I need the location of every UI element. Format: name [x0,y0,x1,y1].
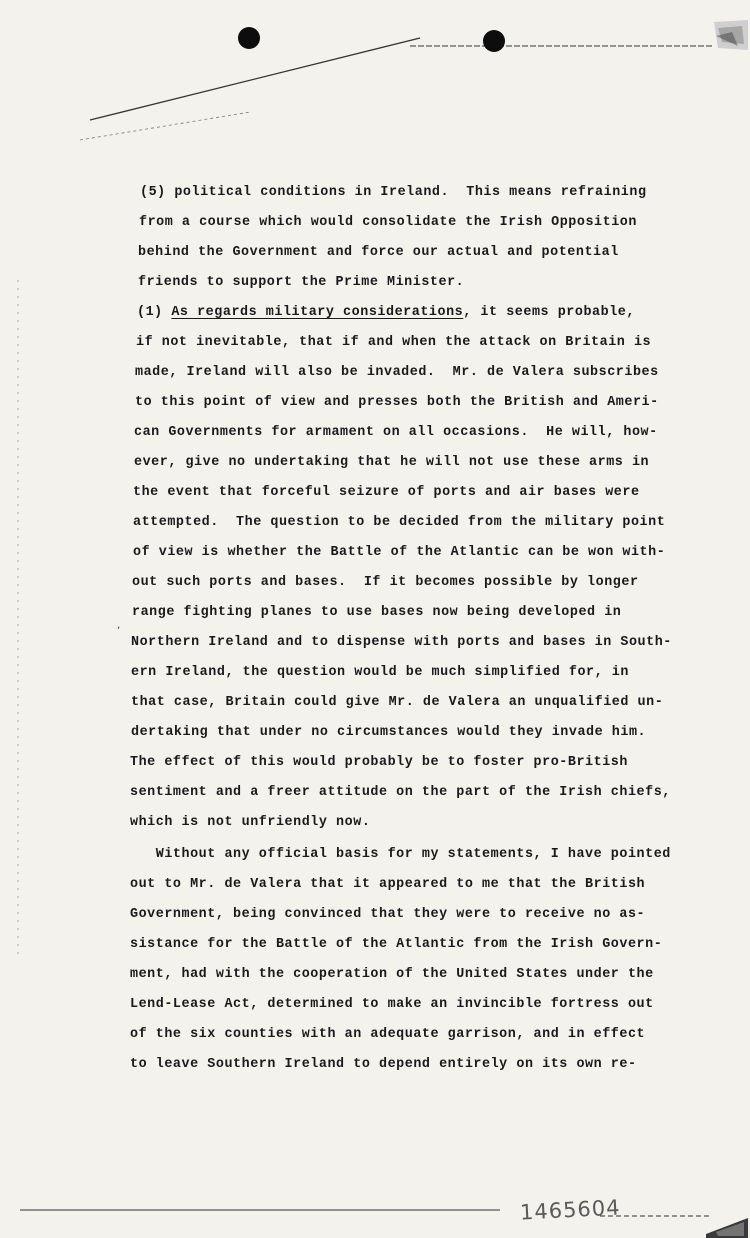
fold-line [90,38,420,120]
underlined-heading: As regards military considerations [171,305,464,320]
text-line: to this point of view and presses both the British and Ameri- [135,395,659,410]
text-line: ern Ireland, the question would be much simplified for, in [131,665,629,680]
corner-scuff-top-right [712,18,750,52]
text-line: Lend-Lease Act, determined to make an invincible fortress out [130,997,654,1012]
punch-hole-left [238,27,260,49]
text-line: Government, being convinced that they were to receive no as- [130,907,646,922]
text-line: to leave Southern Ireland to depend entirely on its own re- [130,1057,637,1072]
text-line: The effect of this would probably be to foster pro-British [130,755,628,770]
text-line: out such ports and bases. If it becomes possible by longer [132,575,639,590]
text-line: ment, had with the cooperation of the United States under the [130,967,654,982]
corner-scuff-bottom-right [704,1214,750,1238]
text-line: Northern Ireland and to dispense with ports and bases in South- [131,635,672,650]
text-line: can Governments for armament on all occasions. He will, how- [134,425,658,440]
text-line: made, Ireland will also be invaded. Mr. de Valera subscribes [135,365,659,380]
text-line: that case, Britain could give Mr. de Valera an unqualified un- [131,695,664,710]
section-number: (1) [137,305,172,320]
line-continuation: , it seems probable, [463,305,635,320]
text-line: which is not unfriendly now. [130,815,371,830]
text-line: range fighting planes to use bases now being developed in [132,605,622,620]
text-line-military [137,305,635,320]
text-line: sistance for the Battle of the Atlantic from the Irish Govern- [130,937,663,952]
punch-hole-right [483,30,505,52]
text-line: dertaking that under no circumstances would they invade him. [131,725,647,740]
text-line: of view is whether the Battle of the Atlantic can be won with- [133,545,666,560]
text-line: the event that forceful seizure of ports and air bases were [133,485,640,500]
text-line: attempted. The question to be decided from the military point [133,515,666,530]
text-line: if not inevitable, that if and when the attack on Britain is [136,335,652,350]
text-line: ever, give no undertaking that he will not use these arms in [134,455,650,470]
archive-number: 1465604 [519,1195,622,1225]
text-line: of the six counties with an adequate garrison, and in effect [130,1027,646,1042]
text-line: behind the Government and force our actual and potential [138,245,619,260]
text-line: (5) political conditions in Ireland. This means refraining [140,185,647,200]
text-line: Without any official basis for my statements, I have pointed [130,847,671,862]
margin-mark: , [117,620,121,631]
text-line: out to Mr. de Valera that it appeared to me that the British [130,877,646,892]
text-line: from a course which would consolidate the Irish Opposition [139,215,637,230]
text-line: sentiment and a freer attitude on the part of the Irish chiefs, [130,785,671,800]
text-line: friends to support the Prime Minister. [138,275,465,290]
